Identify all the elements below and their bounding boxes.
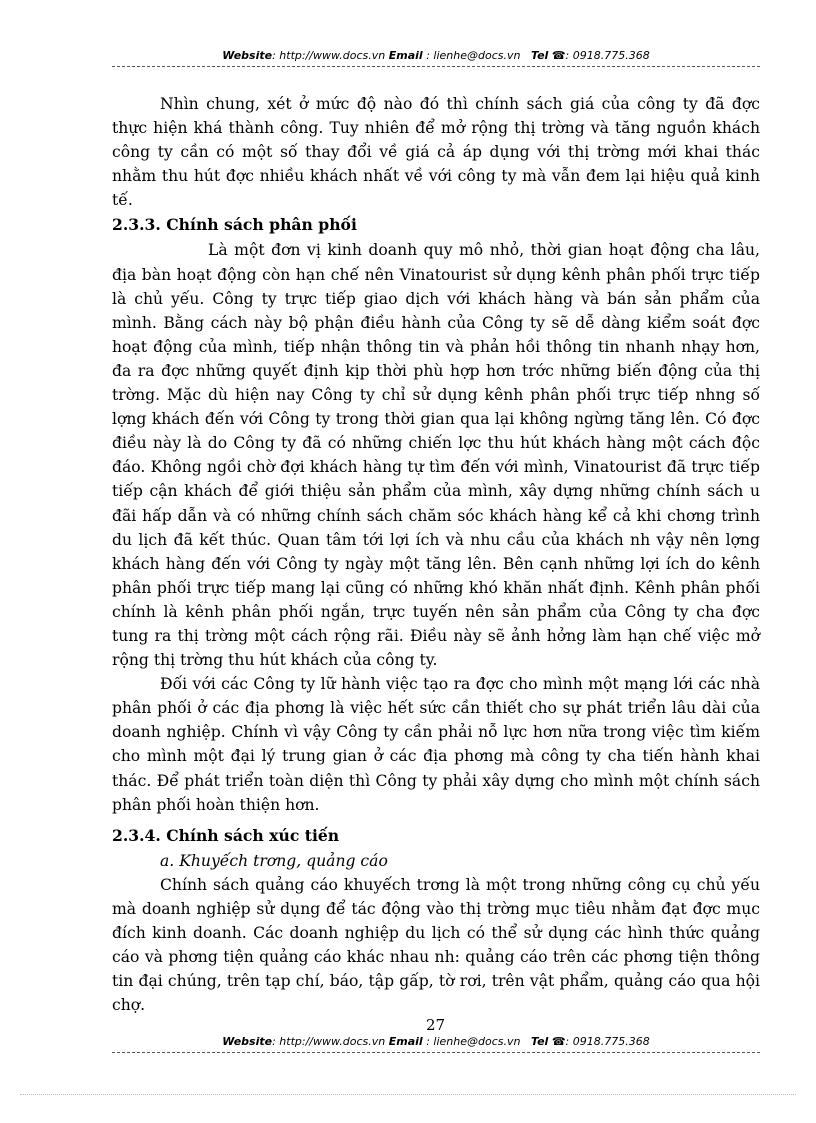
footer-email-label: Email	[388, 1035, 423, 1048]
page-edge-divider	[20, 1094, 796, 1095]
header-email-label: Email	[388, 49, 423, 62]
footer-tel-label: Tel	[530, 1035, 549, 1048]
header-website-label: Website	[222, 49, 273, 62]
paragraph-pricing-summary: Nhìn chung, xét ở mức độ nào đó thì chính sách giá của công ty đã đợc thực hiện khá thành công. Tuy nhiên để mở rộng thị trờng và tăng nguồn khách công ty cần có một số thay đổi về giá cả áp dụng với thị trờng mới khai thác nhằm thu hút đợc nhiều khách nhất về với công ty mà vẫn đem lại hiệu quả kinh tế.	[112, 95, 760, 210]
page-header	[112, 49, 760, 63]
footer-website-value: : http://www.docs.vn	[272, 1035, 386, 1048]
header-divider	[112, 66, 760, 67]
header-tel-label: Tel	[530, 49, 549, 62]
paragraph-distribution-1: Là một đơn vị kinh doanh quy mô nhỏ, thời gian hoạt động cha lâu, địa bàn hoạt động còn hạn chế nên Vinatourist sử dụng kênh phân phối trực tiếp là chủ yếu. Công ty trực tiếp giao dịch với khách hàng và bán sản phẩm của mình. Bằng cách này bộ phận điều hành của Công ty sẽ dễ dàng kiểm soát đợc hoạt động của mình, tiếp nhận thông tin và phản hồi thông tin nhanh nhạy hơn, đa ra đợc những quyết định kịp thời phù hợp hơn trớc những biến động của thị trờng. Mặc dù hiện nay Công ty chỉ sử dụng kênh phân phối trực tiếp nhng số lợng khách đến với Công ty trong thời gian qua lại không ngừng tăng lên. Có đợc điều này là do Công ty đã có những chiến lợc thu hút khách hàng một cách độc đáo. Không ngồi chờ đợi khách hàng tự tìm đến với mình, Vinatourist đã trực tiếp tiếp cận khách để giới thiệu sản phẩm của mình, xây dựng những chính sách u đãi hấp dẫn và có những chính sách chăm sóc khách hàng kể cả khi chơng trình du lịch đã kết thúc. Quan tâm tới lợi ích và nhu cầu của khách nh vậy nên lợng khách hàng đến với Công ty ngày một tăng lên. Bên cạnh những lợi ích do kênh phân phối trực tiếp mang lại cũng có những khó khăn nhất định. Kênh phân phối chính là kênh phân phối ngắn, trực tuyến nên sản phẩm của Công ty cha đợc tung ra thị trờng một cách rộng rãi. Điều này sẽ ảnh hởng làm hạn chế việc mở rộng thị trờng thu hút khách của công ty.	[112, 241, 760, 670]
footer-divider	[112, 1052, 760, 1053]
subheading-advertising: a. Khuyếch trơng, quảng cáo	[160, 851, 388, 870]
heading-distribution-policy: 2.3.3. Chính sách phân phối	[112, 215, 357, 235]
heading-promotion-policy: 2.3.4. Chính sách xúc tiến	[112, 825, 340, 845]
phone-icon: ☎	[551, 1035, 566, 1048]
header-email-value: : lienhe@docs.vn	[426, 49, 521, 62]
paragraph-advertising: Chính sách quảng cáo khuyếch trơng là một trong những công cụ chủ yếu mà doanh nghiệp sử dụng để tác động vào thị trờng mục tiêu nhằm đạt đợc mục đích kinh doanh. Các doanh nghiệp du lịch có thể sử dụng các hình thức quảng cáo và phơng tiện quảng cáo khác nhau nh: quảng cáo trên các phơng tiện thông tin đại chúng, trên tạp chí, báo, tập gấp, tờ rơi, trên vật phẩm, quảng cáo qua hội chợ.	[112, 875, 760, 1015]
header-website-value: : http://www.docs.vn	[272, 49, 386, 62]
page-number: 27	[426, 1016, 446, 1034]
header-tel-value: : 0918.775.368	[565, 49, 650, 62]
footer-website-label: Website	[222, 1035, 273, 1048]
phone-icon: ☎	[551, 49, 566, 62]
paragraph-distribution-2: Đối với các Công ty lữ hành việc tạo ra đợc cho mình một mạng lới các nhà phân phối ở các địa phơng là việc hết sức cần thiết cho sự phát triển lâu dài của doanh nghiệp. Chính vì vậy Công ty cần phải nỗ lực hơn nữa trong việc tìm kiếm cho mình một đại lý trung gian ở các địa phơng mà công ty cha tiến hành khai thác. Để phát triển toàn diện thì Công ty phải xây dựng cho mình một chính sách phân phối hoàn thiện hơn.	[112, 675, 760, 814]
document-body	[112, 92, 760, 1017]
footer-tel-value: : 0918.775.368	[565, 1035, 650, 1048]
page-footer	[112, 1035, 760, 1049]
footer-email-value: : lienhe@docs.vn	[426, 1035, 521, 1048]
